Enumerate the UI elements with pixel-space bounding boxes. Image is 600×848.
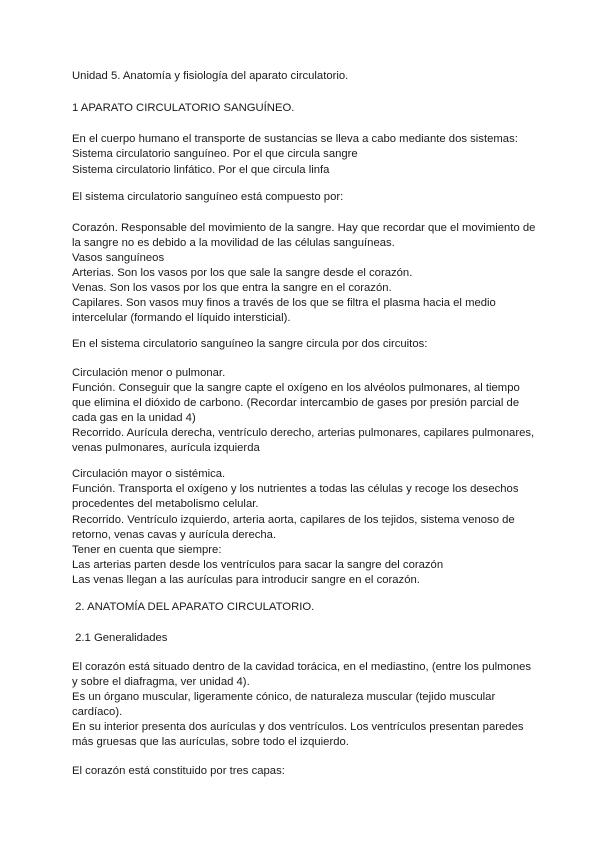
component-line: Corazón. Responsable del movimiento de la sangre. Hay que recordar que el movimiento de <box>72 222 536 234</box>
layers-intro: El corazón está constituido por tres capas: <box>72 765 285 777</box>
component-line: Vasos sanguíneos <box>72 252 165 264</box>
major-circuit-line: Recorrido. Ventrículo izquierdo, arteria aorta, capilares de los tejidos, sistema venoso de <box>72 514 515 526</box>
component-line: Capilares. Son vasos muy finos a través de los que se filtra el plasma hacia el medio <box>72 297 496 309</box>
body-line: El corazón está situado dentro de la cavidad torácica, en el mediastino, (entre los pulmones <box>72 661 532 673</box>
body-line: y sobre el diafragma, ver unidad 4). <box>72 676 250 688</box>
circuits-intro: En el sistema circulatorio sanguíneo la sangre circula por dos circuitos: <box>72 338 428 350</box>
composition-intro: El sistema circulatorio sanguíneo está compuesto por: <box>72 191 344 203</box>
minor-circuit-line: Circulación menor o pulmonar. <box>72 367 226 379</box>
document-title: Unidad 5. Anatomía y fisiología del aparato circulatorio. <box>72 70 349 82</box>
minor-circuit-line: cada gas en la unidad 4) <box>72 412 196 424</box>
minor-circuit-line: que elimina el dióxido de carbono. (Recordar intercambio de gases por presión parcial de <box>72 397 520 409</box>
component-line: la sangre no es debido a la movilidad de las células sanguíneas. <box>72 237 395 249</box>
component-line: Arterias. Son los vasos por los que sale la sangre desde el corazón. <box>72 267 413 279</box>
major-circuit-line: Circulación mayor o sistémica. <box>72 468 226 480</box>
body-line: cardíaco). <box>72 706 123 718</box>
section-2-heading: 2. ANATOMÍA DEL APARATO CIRCULATORIO. <box>72 601 315 613</box>
section-1-heading: 1 APARATO CIRCULATORIO SANGUÍNEO. <box>72 102 295 114</box>
major-circuit-line: procedentes del metabolismo celular. <box>72 498 259 510</box>
intro-line: Sistema circulatorio linfático. Por el que circula linfa <box>72 164 330 176</box>
major-circuit-line: Las venas llegan a las aurículas para introducir sangre en el corazón. <box>72 574 420 586</box>
minor-circuit-line: Recorrido. Aurícula derecha, ventrículo derecho, arterias pulmonares, capilares pulmonares, <box>72 427 535 439</box>
intro-line: En el cuerpo humano el transporte de sustancias se lleva a cabo mediante dos sistemas: <box>72 133 518 145</box>
major-circuit-line: Función. Transporta el oxígeno y los nutrientes a todas las células y recoge los desechos <box>72 483 519 495</box>
body-line: En su interior presenta dos aurículas y dos ventrículos. Los ventrículos presentan paredes <box>72 721 524 733</box>
major-circuit-line: Tener en cuenta que siempre: <box>72 544 222 556</box>
section-2-1-subheading: 2.1 Generalidades <box>72 632 168 644</box>
body-line: Es un órgano muscular, ligeramente cónico, de naturaleza muscular (tejido muscular <box>72 691 496 703</box>
minor-circuit-line: Función. Conseguir que la sangre capte el oxígeno en los alvéolos pulmonares, al tiempo <box>72 382 520 394</box>
minor-circuit-line: venas pulmonares, aurícula izquierda <box>72 442 260 454</box>
body-line: más gruesas que las aurículas, sobre todo el izquierdo. <box>72 736 349 748</box>
major-circuit-line: Las arterias parten desde los ventrículos para sacar la sangre del corazón <box>72 559 444 571</box>
intro-line: Sistema circulatorio sanguíneo. Por el que circula sangre <box>72 148 358 160</box>
component-line: Venas. Son los vasos por los que entra la sangre en el corazón. <box>72 282 392 294</box>
component-line: intercelular (formando el líquido intersticial). <box>72 312 291 324</box>
major-circuit-line: retorno, venas cavas y aurícula derecha. <box>72 529 277 541</box>
